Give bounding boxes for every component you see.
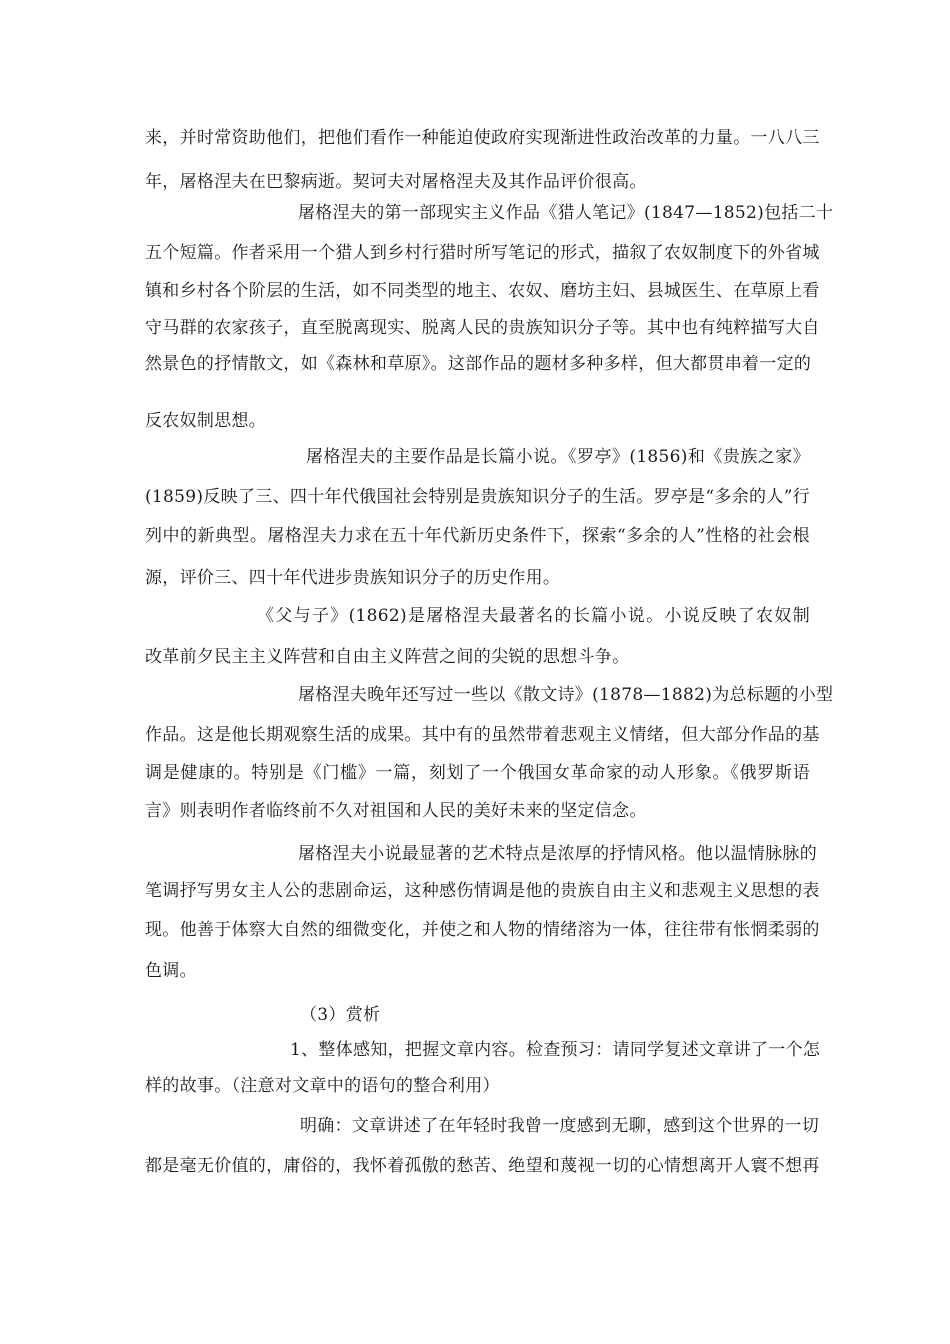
text-line: 屠格涅夫小说最显著的艺术特点是浓厚的抒情风格。他以温情脉脉的 <box>298 844 817 864</box>
text-line: 色调。 <box>145 961 197 981</box>
text-line: 屠格涅夫的第一部现实主义作品《猎人笔记》(1847—1852)包括二十 <box>298 203 834 223</box>
text-line: 镇和乡村各个阶层的生活，如不同类型的地主、农奴、磨坊主妇、县城医生、在草原上看 <box>145 281 820 301</box>
text-line: 明确：文章讲述了在年轻时我曾一度感到无聊，感到这个世界的一切 <box>300 1116 819 1136</box>
text-line: 源，评价三、四十年代进步贵族知识分子的历史作用。 <box>145 568 561 588</box>
text-line: 五个短篇。作者采用一个猎人到乡村行猎时所写笔记的形式，描叙了农奴制度下的外省城 <box>145 243 820 263</box>
text-line: 调是健康的。特别是《门槛》一篇，刻划了一个俄国女革命家的动人形象。《俄罗斯语 <box>145 763 810 783</box>
text-line: 言》则表明作者临终前不久对祖国和人民的美好未来的坚定信念。 <box>145 801 647 821</box>
text-line: 守马群的农家孩子，直至脱离现实、脱离人民的贵族知识分子等。其中也有纯粹描写大自 <box>145 318 820 338</box>
text-line: 年，屠格涅夫在巴黎病逝。契诃夫对屠格涅夫及其作品评价很高。 <box>145 172 647 192</box>
text-line: 反农奴制思想。 <box>145 411 267 431</box>
text-line: 屠格涅夫晚年还写过一些以《散文诗》(1878—1882)为总标题的小型 <box>298 685 834 705</box>
text-line: 来，并时常资助他们，把他们看作一种能迫使政府实现渐进性政治改革的力量。一八八三 <box>145 128 820 148</box>
text-line: 屠格涅夫的主要作品是长篇小说。《罗亭》(1856)和《贵族之家》 <box>306 447 810 467</box>
text-line: 都是毫无价值的，庸俗的，我怀着孤傲的愁苦、绝望和蔑视一切的心情想离开人寰不想再 <box>145 1156 820 1176</box>
text-line: 样的故事。（注意对文章中的语句的整合利用） <box>145 1076 500 1096</box>
text-line: 笔调抒写男女主人公的悲剧命运，这种感伤情调是他的贵族自由主义和悲观主义思想的表 <box>145 881 820 901</box>
text-line: 作品。这是他长期观察生活的成果。其中有的虽然带着悲观主义情绪，但大部分作品的基 <box>145 725 820 745</box>
text-line: 1、整体感知，把握文章内容。检查预习：请同学复述文章讲了一个怎 <box>290 1040 821 1060</box>
section-heading: （3）赏析 <box>300 1005 381 1025</box>
text-line: 现。他善于体察大自然的细微变化，并使之和人物的情绪溶为一体，往往带有怅惘柔弱的 <box>145 920 820 940</box>
text-line: 列中的新典型。屠格涅夫力求在五十年代新历史条件下，探索“多余的人”性格的社会根 <box>145 526 810 546</box>
text-line: 改革前夕民主主义阵营和自由主义阵营之间的尖锐的思想斗争。 <box>145 647 630 667</box>
text-line: 然景色的抒情散文，如《森林和草原》。这部作品的题材多种多样，但大都贯串着一定的 <box>145 354 812 374</box>
text-line: 《父与子》(1862)是屠格涅夫最著名的长篇小说。小说反映了农奴制 <box>257 606 810 626</box>
text-line: (1859)反映了三、四十年代俄国社会特别是贵族知识分子的生活。罗亭是“多余的人”行 <box>145 487 810 507</box>
